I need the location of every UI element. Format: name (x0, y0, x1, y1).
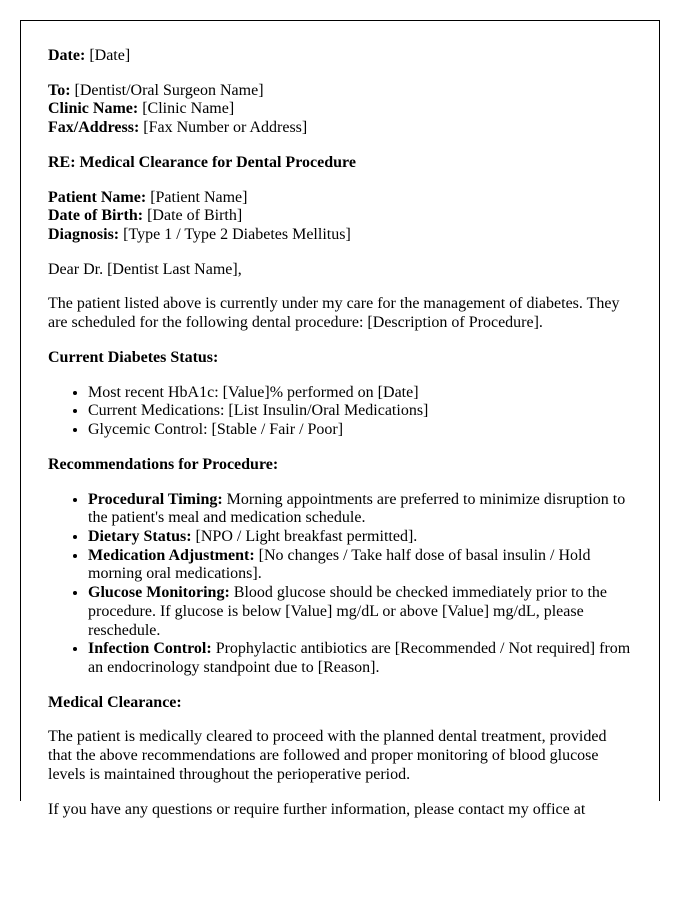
recommendation-item-glucose (88, 584, 632, 640)
recommendation-dietary-text: [NPO / Light breakfast permitted]. (195, 527, 418, 545)
recommendation-timing-label: Procedural Timing: (88, 490, 223, 508)
recommendation-dietary-label: Dietary Status: (88, 527, 192, 545)
recipient-fax-value: [Fax Number or Address] (143, 119, 308, 137)
patient-diagnosis-value: [Type 1 / Type 2 Diabetes Mellitus] (123, 226, 351, 244)
date-label: Date: (48, 47, 86, 64)
clearance-heading: Medical Clearance: (48, 693, 182, 711)
recipient-to-value: [Dentist/Oral Surgeon Name] (74, 81, 264, 99)
patient-dob-label: Date of Birth: (48, 207, 144, 225)
recommendation-glucose-text: Blood glucose should be checked immediately prior to the procedure. If glucose is below [Value] mg/dL or above [Value] mg/dL, please reschedule. (88, 584, 608, 639)
recommendation-infection-label: Infection Control: (88, 640, 212, 658)
recipient-clinic-label: Clinic Name: (48, 100, 139, 118)
recommendation-item-timing (88, 491, 632, 528)
recipient-clinic-value: [Clinic Name] (142, 100, 235, 118)
recommendation-glucose-label: Glucose Monitoring: (88, 584, 230, 602)
status-item-hba1c: • Most recent HbA1c: [Value]% performed on [Date] (88, 384, 632, 403)
subject-line: RE: Medical Clearance for Dental Procedure (48, 153, 356, 171)
recipient-block (48, 82, 632, 138)
recommendation-item-dietary (88, 528, 632, 547)
patient-diagnosis-line (48, 226, 632, 245)
recipient-to-line (48, 82, 632, 101)
recommendation-timing-text: Morning appointments are preferred to minimize disruption to the patient's meal and medication schedule. (88, 490, 626, 527)
salutation: Dear Dr. [Dentist Last Name], (48, 260, 242, 278)
recipient-to-label: To: (48, 81, 71, 99)
patient-name-line (48, 189, 632, 208)
letter-container (20, 20, 660, 818)
patient-dob-line (48, 207, 632, 226)
status-item-glycemic-control: • Glycemic Control: [Stable / Fair / Poor] (88, 421, 632, 440)
patient-name-label: Patient Name: (48, 188, 147, 206)
recommendation-item-infection (88, 640, 632, 677)
recommendation-medication-label: Medication Adjustment: (88, 546, 255, 564)
date-value: [Date] (89, 47, 131, 64)
recipient-clinic-line (48, 100, 632, 119)
status-list (48, 384, 632, 440)
recipient-fax-line (48, 119, 632, 138)
recommendation-infection-text: Prophylactic antibiotics are [Recommended / Not required] from an endocrinology standpoint due to [Reason]. (88, 640, 631, 676)
status-heading: Current Diabetes Status: (48, 348, 219, 366)
recommendations-list (48, 491, 632, 678)
recipient-fax-label: Fax/Address: (48, 119, 140, 137)
closing-paragraph: If you have any questions or require further information, please contact my office at (48, 800, 586, 818)
recommendation-item-medication (88, 547, 632, 584)
date-line (48, 47, 632, 66)
recommendations-heading: Recommendations for Procedure: (48, 455, 279, 473)
status-item-medications: • Current Medications: [List Insulin/Oral Medications] (88, 402, 632, 421)
recommendation-medication-text: [No changes / Take half dose of basal insulin / Hold morning oral medications]. (88, 546, 591, 583)
intro-paragraph: The patient listed above is currently under my care for the management of diabetes. They are scheduled for the following dental procedure: [Description of Procedure]. (48, 295, 620, 332)
clearance-paragraph: The patient is medically cleared to proceed with the planned dental treatment, provided that the above recommendations are followed and proper monitoring of blood glucose levels is maintained throughout the perioperative period. (48, 728, 607, 783)
patient-diagnosis-label: Diagnosis: (48, 226, 120, 244)
patient-dob-value: [Date of Birth] (147, 207, 243, 225)
patient-name-value: [Patient Name] (150, 188, 248, 206)
patient-block (48, 189, 632, 245)
